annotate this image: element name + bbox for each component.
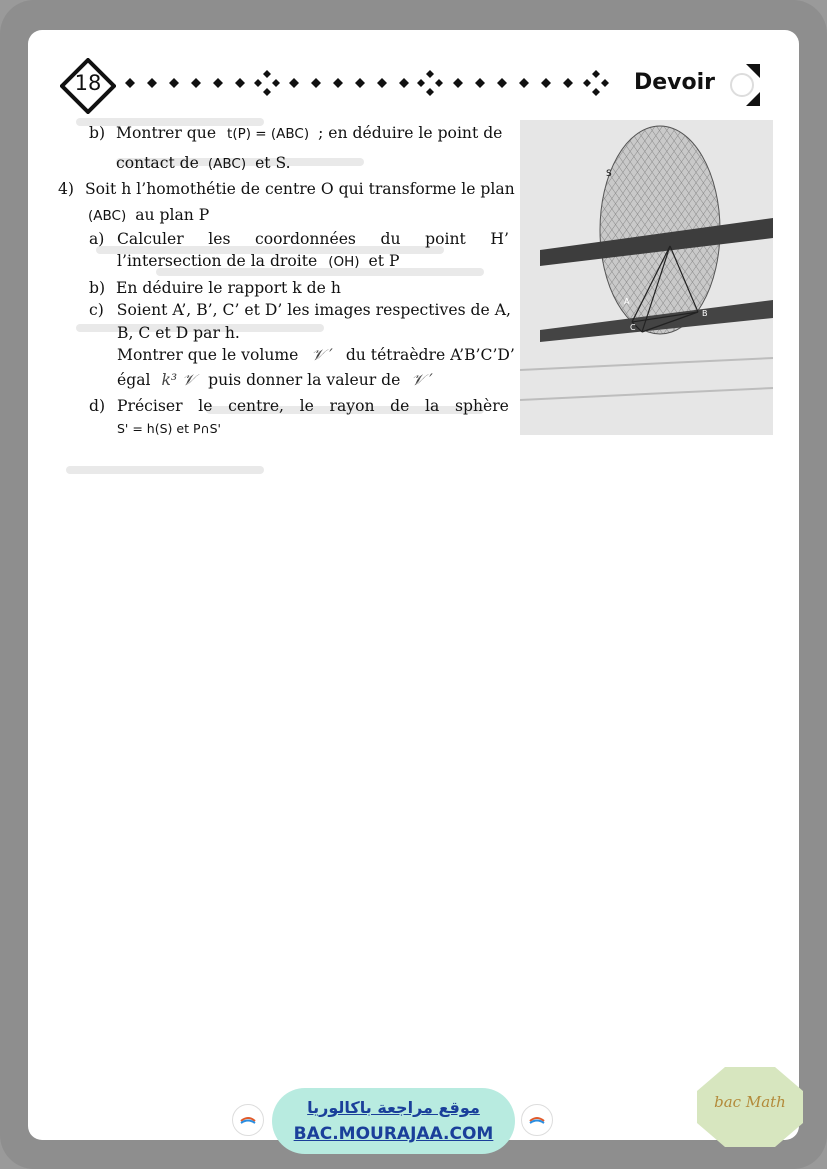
volume-symbol: 𝒱 ′ — [411, 371, 433, 389]
word: centre, — [228, 397, 285, 415]
item-text: l’intersection de la droite — [117, 252, 318, 270]
justified-line — [117, 228, 509, 251]
item-text: Soient A’, B’, C’ et D’ les images respectives de A, — [116, 301, 511, 319]
plane-abc: (ABC) — [88, 208, 127, 224]
site-name-arabic[interactable]: موقع مراجعة باكالوريا — [307, 1098, 480, 1117]
justified-line — [117, 395, 509, 418]
item-text: En déduire le rapport k de h — [116, 279, 341, 297]
equation: t(P) = (ABC) — [227, 126, 310, 142]
item-label: d) — [89, 397, 106, 415]
item-label: a) — [89, 230, 105, 248]
figure-label-a: A — [624, 297, 630, 306]
page-number: 18 — [74, 71, 102, 95]
item-b1-line2 — [116, 152, 291, 176]
item-text: Montrer que — [116, 124, 217, 142]
sphere-equation: S' = h(S) et P∩S' — [117, 421, 221, 436]
item-text: Montrer que le volume — [117, 346, 299, 364]
plane-abc: (ABC) — [207, 156, 247, 172]
word: Préciser — [117, 397, 183, 415]
figure-label-b: B — [702, 309, 708, 318]
figure-label-c: C — [630, 323, 636, 332]
word: Calculer — [117, 230, 184, 248]
item-text: contact de — [116, 154, 199, 172]
book-icon — [522, 1105, 552, 1135]
item-text: du tétraèdre A’B’C’D’ — [345, 346, 515, 364]
word: la — [425, 397, 440, 415]
question-text: Soit h l’homothétie de centre O qui transforme le plan — [84, 180, 515, 198]
question-4-line2 — [88, 204, 209, 228]
word: du — [380, 230, 401, 248]
item-text: égal — [117, 371, 151, 389]
site-logo-right — [521, 1104, 553, 1136]
site-url[interactable]: BAC.MOURAJAA.COM — [293, 1124, 494, 1144]
figure-label-s: S — [606, 169, 612, 179]
word: rayon — [329, 397, 375, 415]
item-text: puis donner la valeur de — [208, 371, 401, 389]
volume-symbol: 𝒱 ′ — [311, 346, 333, 364]
word: le — [198, 397, 213, 415]
question-4-line1 — [58, 178, 515, 201]
item-b1-line1 — [89, 122, 502, 146]
word: sphère — [454, 397, 509, 415]
item-text: ; en déduire le point de — [318, 124, 503, 142]
k-cubed-volume: k³ 𝒱 — [161, 371, 196, 389]
word: de — [390, 397, 410, 415]
item-text: et S. — [255, 154, 291, 172]
word: point — [425, 230, 466, 248]
item-label: b) — [89, 279, 106, 297]
item-b2 — [89, 277, 341, 300]
site-logo-left — [232, 1104, 264, 1136]
bacmath-logo-text: bac Math — [714, 1093, 786, 1111]
line-oh: (OH) — [328, 254, 360, 270]
book-icon — [233, 1105, 263, 1135]
question-number: 4) — [58, 180, 75, 198]
page-title: Devoir — [634, 70, 716, 95]
item-c-line3 — [117, 344, 515, 367]
word: H’ — [490, 230, 509, 248]
header-diamond-ornament — [117, 63, 622, 103]
word: le — [299, 397, 314, 415]
item-c-line2: B, C et D par h. — [117, 324, 240, 342]
word: les — [208, 230, 231, 248]
item-c-line1 — [89, 299, 511, 322]
item-label: b) — [89, 124, 106, 142]
question-text: au plan P — [135, 206, 210, 224]
item-a-line2 — [117, 250, 399, 274]
item-c-line4 — [117, 369, 433, 392]
sphere-tetrahedron-figure — [520, 120, 773, 435]
word: coordonnées — [255, 230, 356, 248]
item-text: et P — [368, 252, 400, 270]
corner-ornament — [724, 64, 762, 106]
item-label: c) — [89, 301, 104, 319]
